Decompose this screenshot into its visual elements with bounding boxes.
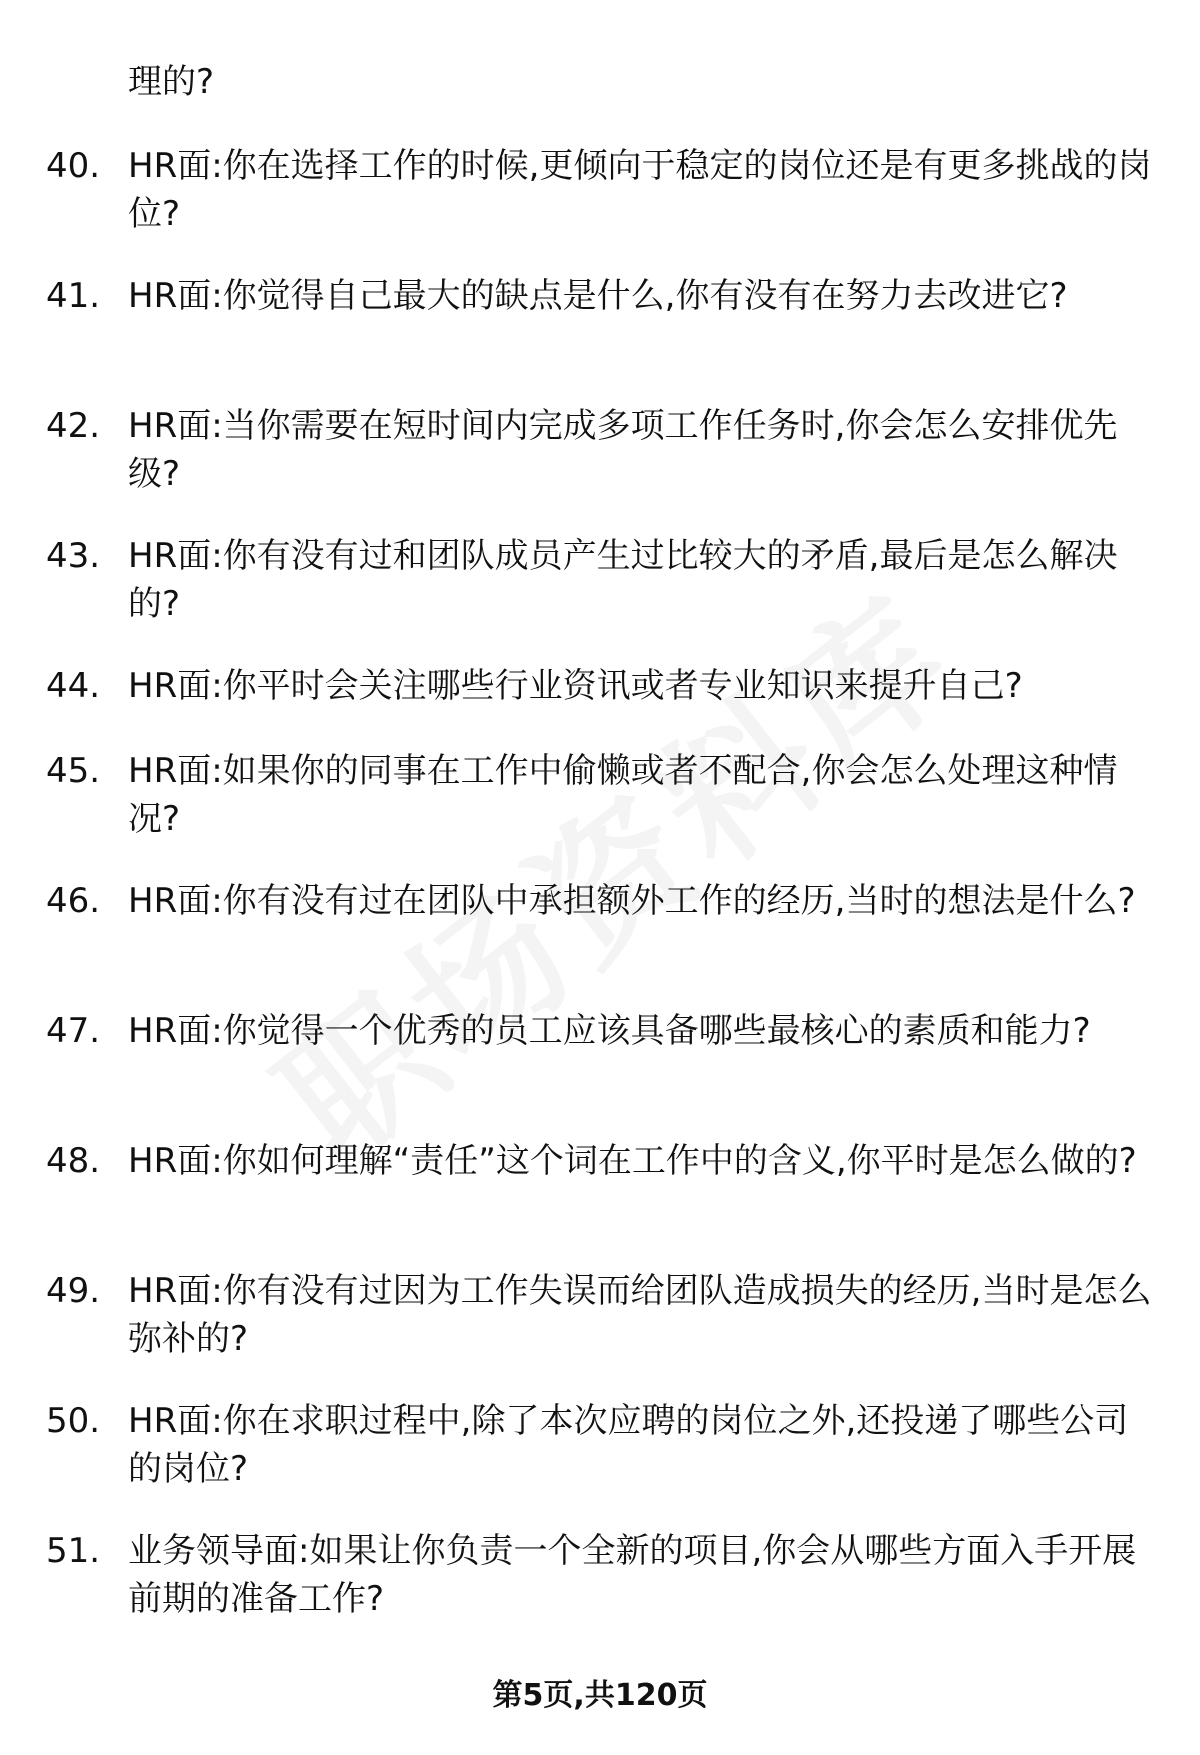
question-item	[0, 1527, 1200, 1657]
question-text: HR面:如果你的同事在工作中偷懒或者不配合,你会怎么处理这种情况?	[128, 751, 1118, 839]
question-number: 46.	[46, 881, 101, 921]
question-item	[0, 747, 1200, 877]
question-text: HR面:你平时会关注哪些行业资讯或者专业知识来提升自己?	[128, 666, 1023, 706]
question-number: 44.	[46, 666, 101, 706]
question-text: HR面:你有没有过在团队中承担额外工作的经历,当时的想法是什么?	[128, 881, 1136, 921]
question-item	[0, 142, 1200, 272]
question-item	[0, 1267, 1200, 1397]
page-footer: 第5页,共120页	[492, 1678, 708, 1713]
question-text: HR面:你在选择工作的时候,更倾向于稳定的岗位还是有更多挑战的岗位?	[128, 146, 1152, 234]
question-text: HR面:你如何理解“责任”这个词在工作中的含义,你平时是怎么做的?	[128, 1141, 1137, 1181]
question-number: 47.	[46, 1011, 101, 1051]
question-text: HR面:你在求职过程中,除了本次应聘的岗位之外,还投递了哪些公司的岗位?	[128, 1401, 1129, 1489]
question-item	[0, 1397, 1200, 1527]
question-number: 42.	[46, 406, 101, 446]
question-number: 43.	[46, 536, 101, 576]
continued-question-text: 理的?	[128, 62, 215, 102]
question-text: 业务领导面:如果让你负责一个全新的项目,你会从哪些方面入手开展前期的准备工作?	[128, 1531, 1137, 1619]
question-list	[0, 142, 1200, 1657]
question-text: HR面:你有没有过因为工作失误而给团队造成损失的经历,当时是怎么弥补的?	[128, 1271, 1152, 1359]
question-item	[0, 532, 1200, 662]
question-item	[0, 402, 1200, 532]
question-text: HR面:当你需要在短时间内完成多项工作任务时,你会怎么安排优先级?	[128, 406, 1118, 494]
question-item	[0, 877, 1200, 1007]
question-item	[0, 272, 1200, 402]
question-item	[0, 662, 1200, 747]
question-number: 40.	[46, 146, 101, 186]
question-text: HR面:你觉得自己最大的缺点是什么,你有没有在努力去改进它?	[128, 276, 1068, 316]
question-item	[0, 1137, 1200, 1267]
question-text: HR面:你觉得一个优秀的员工应该具备哪些最核心的素质和能力?	[128, 1011, 1091, 1051]
question-number: 48.	[46, 1141, 101, 1181]
question-number: 50.	[46, 1401, 101, 1441]
question-number: 45.	[46, 751, 101, 791]
question-text: HR面:你有没有过和团队成员产生过比较大的矛盾,最后是怎么解决的?	[128, 536, 1118, 624]
question-number: 49.	[46, 1271, 101, 1311]
question-number: 41.	[46, 276, 101, 316]
question-number: 51.	[46, 1531, 101, 1571]
question-item	[0, 1007, 1200, 1137]
